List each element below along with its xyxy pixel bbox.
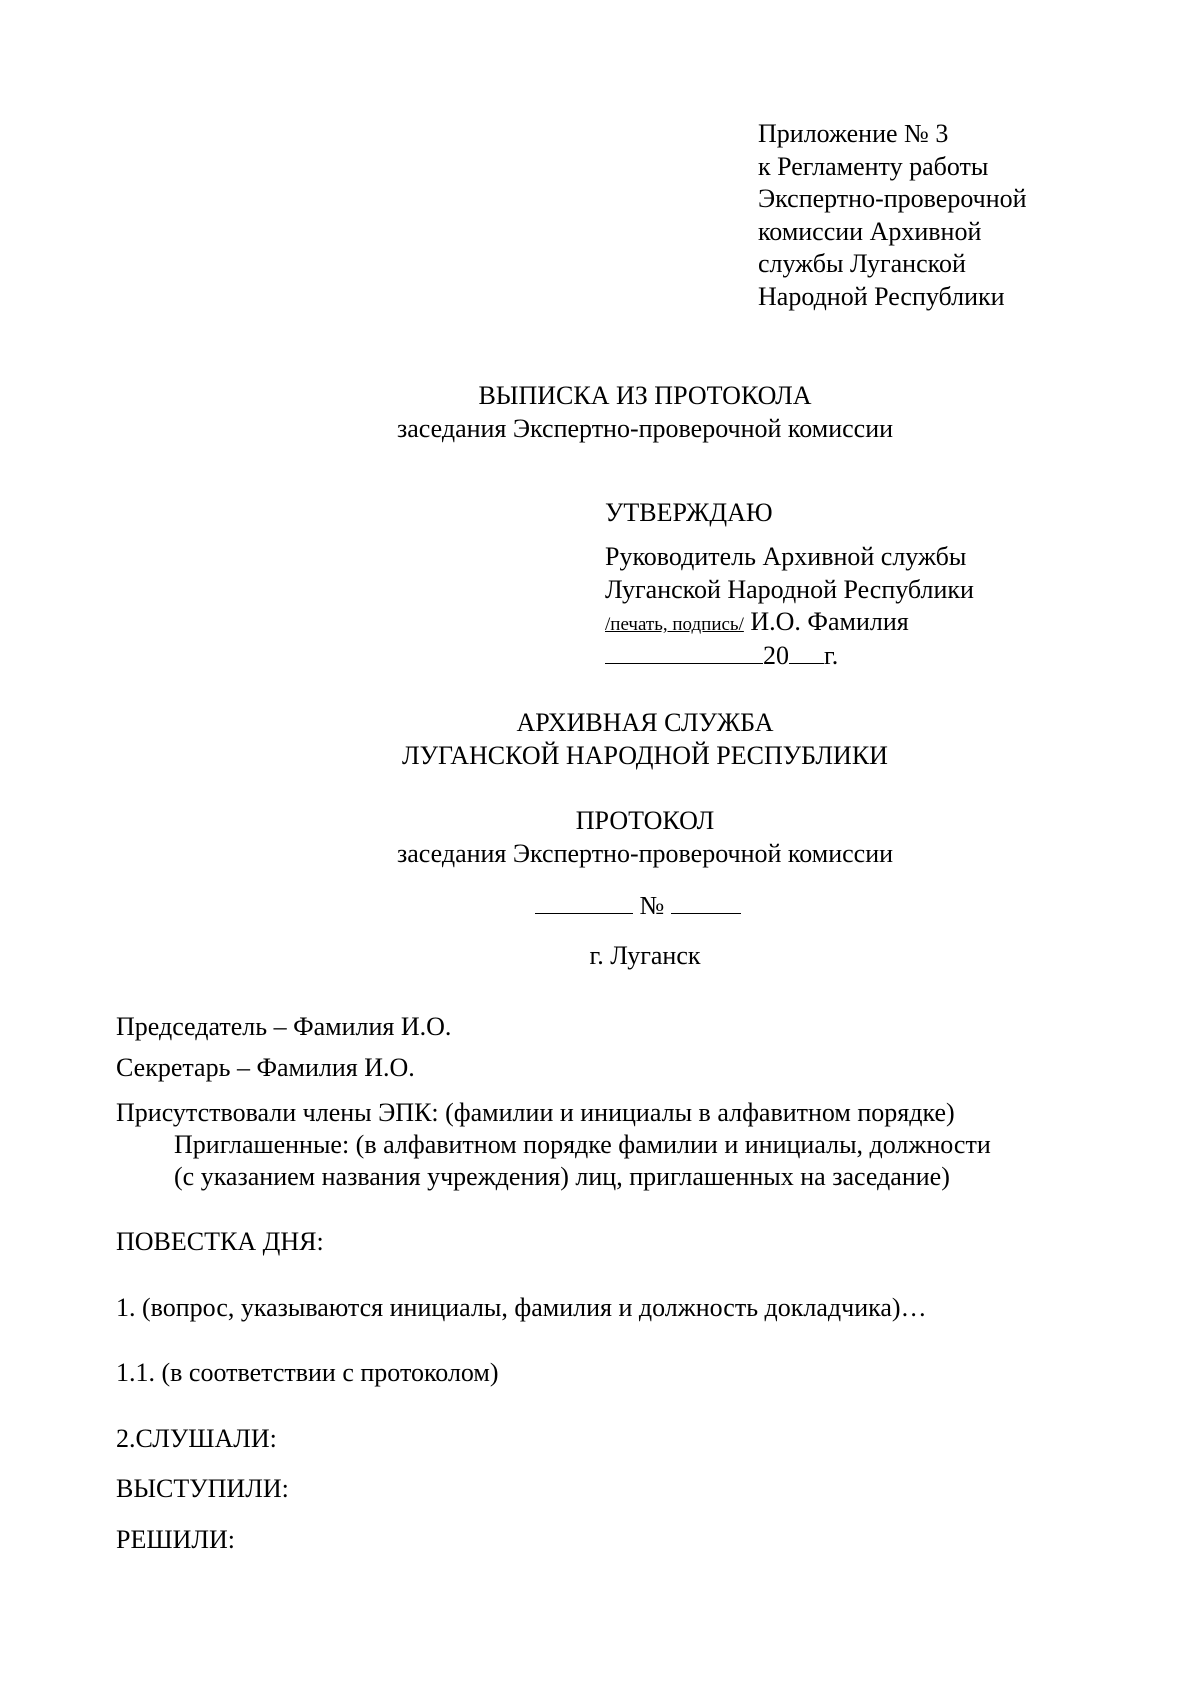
- appendix-block: [758, 118, 1027, 313]
- year-blank: [789, 639, 824, 664]
- agenda-subitem: 1.1. (в соответствии с протоколом): [116, 1358, 499, 1387]
- approval-block: [605, 541, 974, 671]
- extract-title: ВЫПИСКА ИЗ ПРОТОКОЛА: [478, 381, 812, 410]
- appendix-line: к Регламенту работы: [758, 151, 989, 181]
- approval-date-line: [605, 639, 974, 672]
- heard-heading: 2.СЛУШАЛИ:: [116, 1424, 277, 1453]
- approval-heading: УТВЕРЖДАЮ: [605, 498, 773, 527]
- org-line-2: ЛУГАНСКОЙ НАРОДНОЙ РЕСПУБЛИКИ: [402, 741, 888, 770]
- appendix-line: Приложение № 3: [758, 119, 949, 148]
- protocol-subtitle: заседания Экспертно-проверочной комиссии: [396, 839, 894, 868]
- decided-heading: РЕШИЛИ:: [116, 1525, 235, 1554]
- date-blank: [605, 639, 763, 664]
- agenda-heading: ПОВЕСТКА ДНЯ:: [116, 1227, 324, 1256]
- date-blank: [535, 889, 633, 914]
- seal-note: /печать, подпись/: [605, 614, 744, 635]
- approval-position-line: Руководитель Архивной службы: [605, 542, 967, 571]
- number-blank: [671, 889, 741, 914]
- invited-line: (с указанием названия учреждения) лиц, приглашенных на заседание): [174, 1162, 950, 1191]
- agenda-item: 1. (вопрос, указываются инициалы, фамилия и должность докладчика)…: [116, 1293, 927, 1322]
- appendix-line: Экспертно-проверочной: [758, 184, 1027, 213]
- year-prefix: 20: [763, 640, 789, 670]
- spoke-heading: ВЫСТУПИЛИ:: [116, 1474, 289, 1503]
- chairman-line: Председатель – Фамилия И.О.: [116, 1012, 452, 1041]
- extract-subtitle: заседания Экспертно-проверочной комиссии: [396, 414, 894, 443]
- members-line: Присутствовали члены ЭПК: (фамилии и инициалы в алфавитном порядке): [116, 1098, 955, 1127]
- year-suffix: г.: [824, 640, 839, 670]
- appendix-line: Народной Республики: [758, 281, 1005, 311]
- approval-signature-line: [605, 606, 974, 639]
- appendix-line: комиссии Архивной: [758, 216, 982, 246]
- invited-line: Приглашенные: (в алфавитном порядке фамилии и инициалы, должности: [174, 1130, 991, 1159]
- appendix-line: службы Луганской: [758, 249, 966, 278]
- approval-position-line: Луганской Народной Республики: [605, 574, 974, 604]
- number-sign: №: [639, 891, 665, 920]
- org-line-1: АРХИВНАЯ СЛУЖБА: [516, 708, 774, 737]
- protocol-title: ПРОТОКОЛ: [575, 806, 715, 835]
- protocol-number-line: [535, 889, 741, 922]
- approver-name: И.О. Фамилия: [743, 607, 909, 636]
- protocol-city: г. Луганск: [589, 941, 701, 970]
- secretary-line: Секретарь – Фамилия И.О.: [116, 1053, 415, 1082]
